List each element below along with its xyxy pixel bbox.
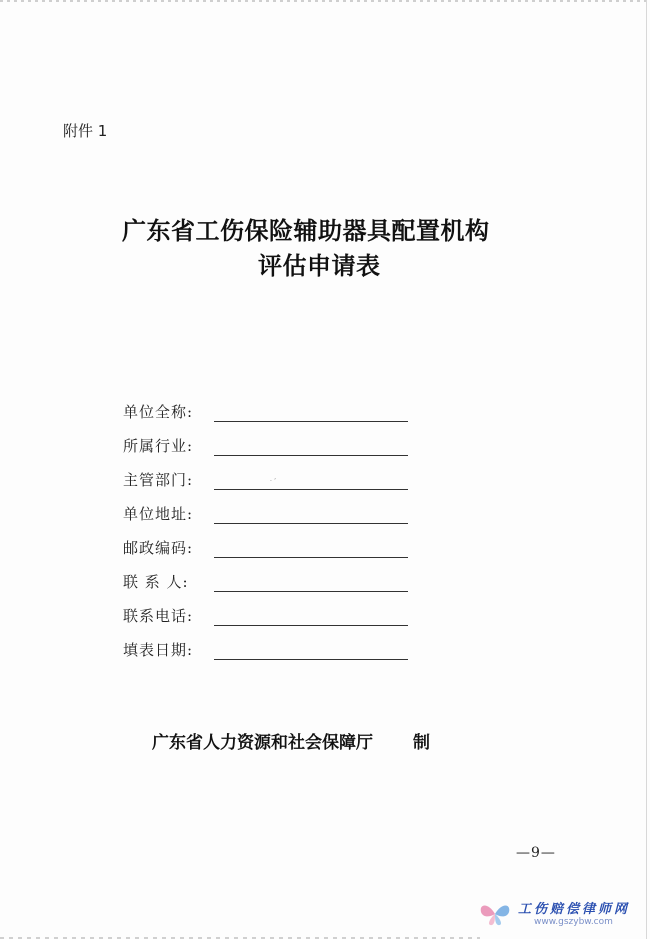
department-input[interactable] (214, 467, 408, 490)
phone-input[interactable] (214, 603, 408, 626)
field-label: 单位地址: (123, 505, 194, 523)
issuer-name: 广东省人力资源和社会保障厅 (152, 733, 373, 753)
field-label: 单位全称: (123, 403, 194, 421)
field-postcode (123, 524, 423, 558)
watermark-name: 工伤赔偿律师网 (518, 902, 631, 917)
field-phone (123, 592, 423, 626)
field-label: 联 系 人: (123, 573, 189, 591)
field-label: 所属行业: (123, 437, 194, 455)
date-input[interactable] (214, 637, 408, 660)
applicant-fields (123, 388, 423, 660)
butterfly-logo-icon (478, 900, 512, 928)
field-label: 联系电话: (123, 607, 194, 625)
attachment-label: 附件 1 (63, 122, 108, 140)
unit-name-input[interactable] (214, 399, 408, 422)
field-label: 主管部门: (123, 471, 194, 489)
issuer-suffix: 制 (413, 733, 430, 753)
industry-input[interactable] (214, 433, 408, 456)
page-number: —9— (516, 845, 556, 861)
issuer-line (152, 728, 430, 753)
field-date (123, 626, 423, 660)
watermark (478, 898, 648, 934)
field-contact (123, 558, 423, 592)
field-unit-name (123, 388, 423, 422)
field-industry (123, 422, 423, 456)
postcode-input[interactable] (214, 535, 408, 558)
contact-input[interactable] (214, 569, 408, 592)
field-label: 邮政编码: (123, 539, 194, 557)
page-top-edge (0, 0, 650, 2)
scan-speck: · ʼ (270, 478, 276, 485)
watermark-url[interactable]: www.gszybw.com (534, 917, 613, 927)
field-address (123, 490, 423, 524)
field-label: 填表日期: (123, 641, 194, 659)
address-input[interactable] (214, 501, 408, 524)
form-title-line-2: 评估申请表 (258, 252, 381, 280)
form-title-line-1: 广东省工伤保险辅助器具配置机构 (122, 217, 490, 245)
page-right-edge (646, 0, 647, 939)
